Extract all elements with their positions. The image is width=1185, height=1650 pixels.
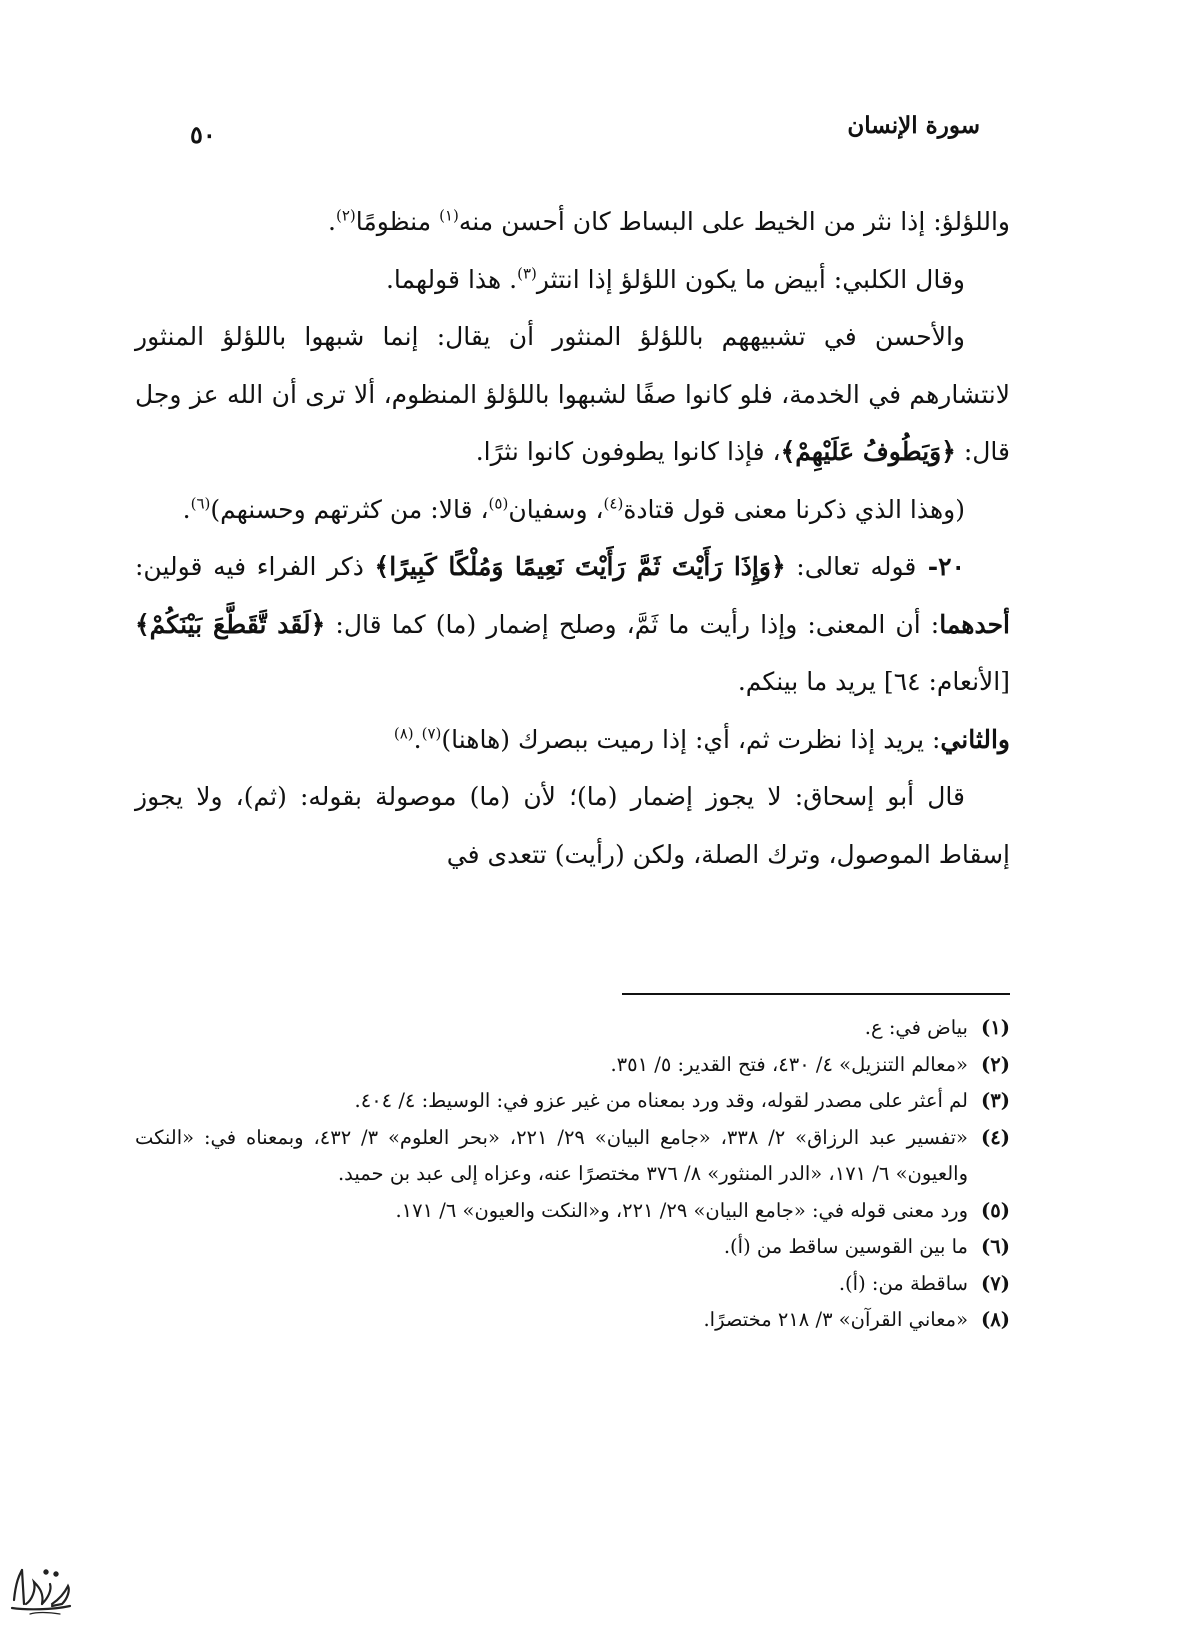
text-run: قال أبو إسحاق: لا يجوز إضمار (ما)؛ لأن (ما) موصولة بقوله: (ثم)، ولا يجوز إسقاط الموصول، وترك الصلة، ولكن (رأيت) تتعدى في xyxy=(135,782,1010,869)
paragraph xyxy=(135,193,1010,251)
surah-title: سورة الإنسان xyxy=(847,112,980,139)
page-header xyxy=(190,112,980,152)
footnote-item xyxy=(135,1010,1010,1047)
footnote-item xyxy=(135,1302,1010,1339)
footnote-marker: (٥) xyxy=(488,494,509,513)
footnote-text: «معاني القرآن» ٣/ ٢١٨ مختصرًا. xyxy=(703,1308,968,1331)
footnote-number: (٢) xyxy=(981,1052,1010,1076)
footnote-text: «معالم التنزيل» ٤/ ٤٣٠، فتح القدير: ٥/ ٣٥١. xyxy=(610,1052,968,1076)
footnote-item xyxy=(135,1229,1010,1266)
footnote-marker: (١) xyxy=(439,206,459,225)
text-run: وقال الكلبي: أبيض ما يكون اللؤلؤ إذا انتثر xyxy=(536,264,965,294)
paragraph xyxy=(135,768,1010,883)
publisher-logo xyxy=(6,1560,76,1622)
bold-term: أحدهما xyxy=(939,609,1010,639)
footnote-item xyxy=(135,1193,1010,1230)
text-run: . xyxy=(413,724,422,754)
text-run: : أن المعنى: وإذا رأيت ما ثَمَّ، وصلح إضمار (ما) كما قال: xyxy=(325,609,940,639)
footnote-text: ورد معنى قوله في: «جامع البيان» ٢٩/ ٢٢١، و«النكت والعيون» ٦/ ١٧١. xyxy=(395,1198,968,1222)
footnote-marker: (٣) xyxy=(517,264,537,283)
bold-term: ٢٠- xyxy=(916,552,965,581)
text-run: [الأنعام: ٦٤] يريد ما بينكم. xyxy=(737,667,1010,696)
text-run: ، قالا: من كثرتهم وحسنهم) xyxy=(210,494,489,524)
footnote-text: ساقطة من: (أ). xyxy=(838,1271,968,1295)
page-number: ٥٠ xyxy=(190,120,216,149)
text-run: والأحسن في تشبيههم باللؤلؤ المنثور أن يقال: إنما شبهوا باللؤلؤ المنثور لانتشارهم في الخدمة، فلو كانوا صفًا لشبهوا باللؤلؤ المنظوم، ألا ترى أن الله عز وجل قال: xyxy=(135,322,1010,466)
footnote-item xyxy=(135,1083,1010,1120)
text-run: ، وسفيان xyxy=(508,494,604,524)
footnote-separator xyxy=(622,993,1010,995)
text-run: . xyxy=(182,494,191,524)
text-run: (وهذا الذي ذكرنا معنى قول قتادة xyxy=(623,494,965,524)
footnote-marker: (٤) xyxy=(603,494,624,513)
footnote-number: (٥) xyxy=(981,1198,1010,1222)
footnote-marker: (٢) xyxy=(335,206,356,225)
paragraph xyxy=(135,711,1010,769)
footnote-text: بياض في: ع. xyxy=(864,1016,968,1039)
footnote-number: (١) xyxy=(981,1016,1010,1039)
bold-term: والثاني xyxy=(940,724,1010,754)
footnote-number: (٤) xyxy=(981,1125,1010,1149)
text-run: . هذا قولهما. xyxy=(385,264,518,294)
text-run: : يريد إذا نظرت ثم، أي: إذا رميت ببصرك (هاهنا) xyxy=(441,724,941,754)
paragraph xyxy=(135,251,1010,309)
main-text xyxy=(135,193,1010,883)
footnote-text: «تفسير عبد الرزاق» ٢/ ٣٣٨، «جامع البيان» ٢٩/ ٢٢١، «بحر العلوم» ٣/ ٤٣٢، وبمعناه في: «النكت والعيون» ٦/ ١٧١، «الدر المنثور» ٨/ ٣٧٦ مختصرًا عنه، وعزاه إلى عبد بن حميد. xyxy=(135,1125,968,1185)
footnote-number: (٦) xyxy=(981,1235,1010,1258)
text-run: منظومًا xyxy=(355,207,440,236)
text-run: . xyxy=(328,207,336,236)
quran-quote: ﴿وَإِذَا رَأَيْتَ ثَمَّ رَأَيْتَ نَعِيمًا وَمُلْكًا كَبِيرًا﴾ xyxy=(374,552,786,581)
footnote-number: (٧) xyxy=(981,1271,1010,1295)
footnotes xyxy=(135,1010,1010,1339)
footnote-marker: (٧) xyxy=(421,724,442,743)
paragraph xyxy=(135,481,1010,539)
quran-quote: ﴿لَقَد تَّقَطَّعَ بَيْنَكُمْ﴾ xyxy=(135,609,326,639)
footnote-marker: (٦) xyxy=(190,494,211,513)
paragraph xyxy=(135,538,1010,711)
footnote-item xyxy=(135,1047,1010,1084)
footnote-text: لم أعثر على مصدر لقوله، وقد ورد بمعناه من غير عزو في: الوسيط: ٤/ ٤٠٤. xyxy=(354,1089,968,1112)
text-run: ذكر الفراء فيه قولين: xyxy=(135,552,375,581)
quran-quote: ﴿وَيَطُوفُ عَلَيْهِمْ﴾ xyxy=(780,437,956,466)
text-run: قوله تعالى: xyxy=(785,552,917,581)
paragraph xyxy=(135,308,1010,481)
footnote-text: ما بين القوسين ساقط من (أ). xyxy=(723,1235,968,1258)
text-run: ، فإذا كانوا يطوفون كانوا نثرًا. xyxy=(475,437,781,466)
footnote-item xyxy=(135,1120,1010,1193)
text-run: واللؤلؤ: إذا نثر من الخيط على البساط كان أحسن منه xyxy=(458,207,1010,236)
footnote-item xyxy=(135,1266,1010,1303)
footnote-number: (٣) xyxy=(981,1089,1010,1112)
footnote-number: (٨) xyxy=(981,1308,1010,1331)
footnote-marker: (٨) xyxy=(393,724,414,743)
